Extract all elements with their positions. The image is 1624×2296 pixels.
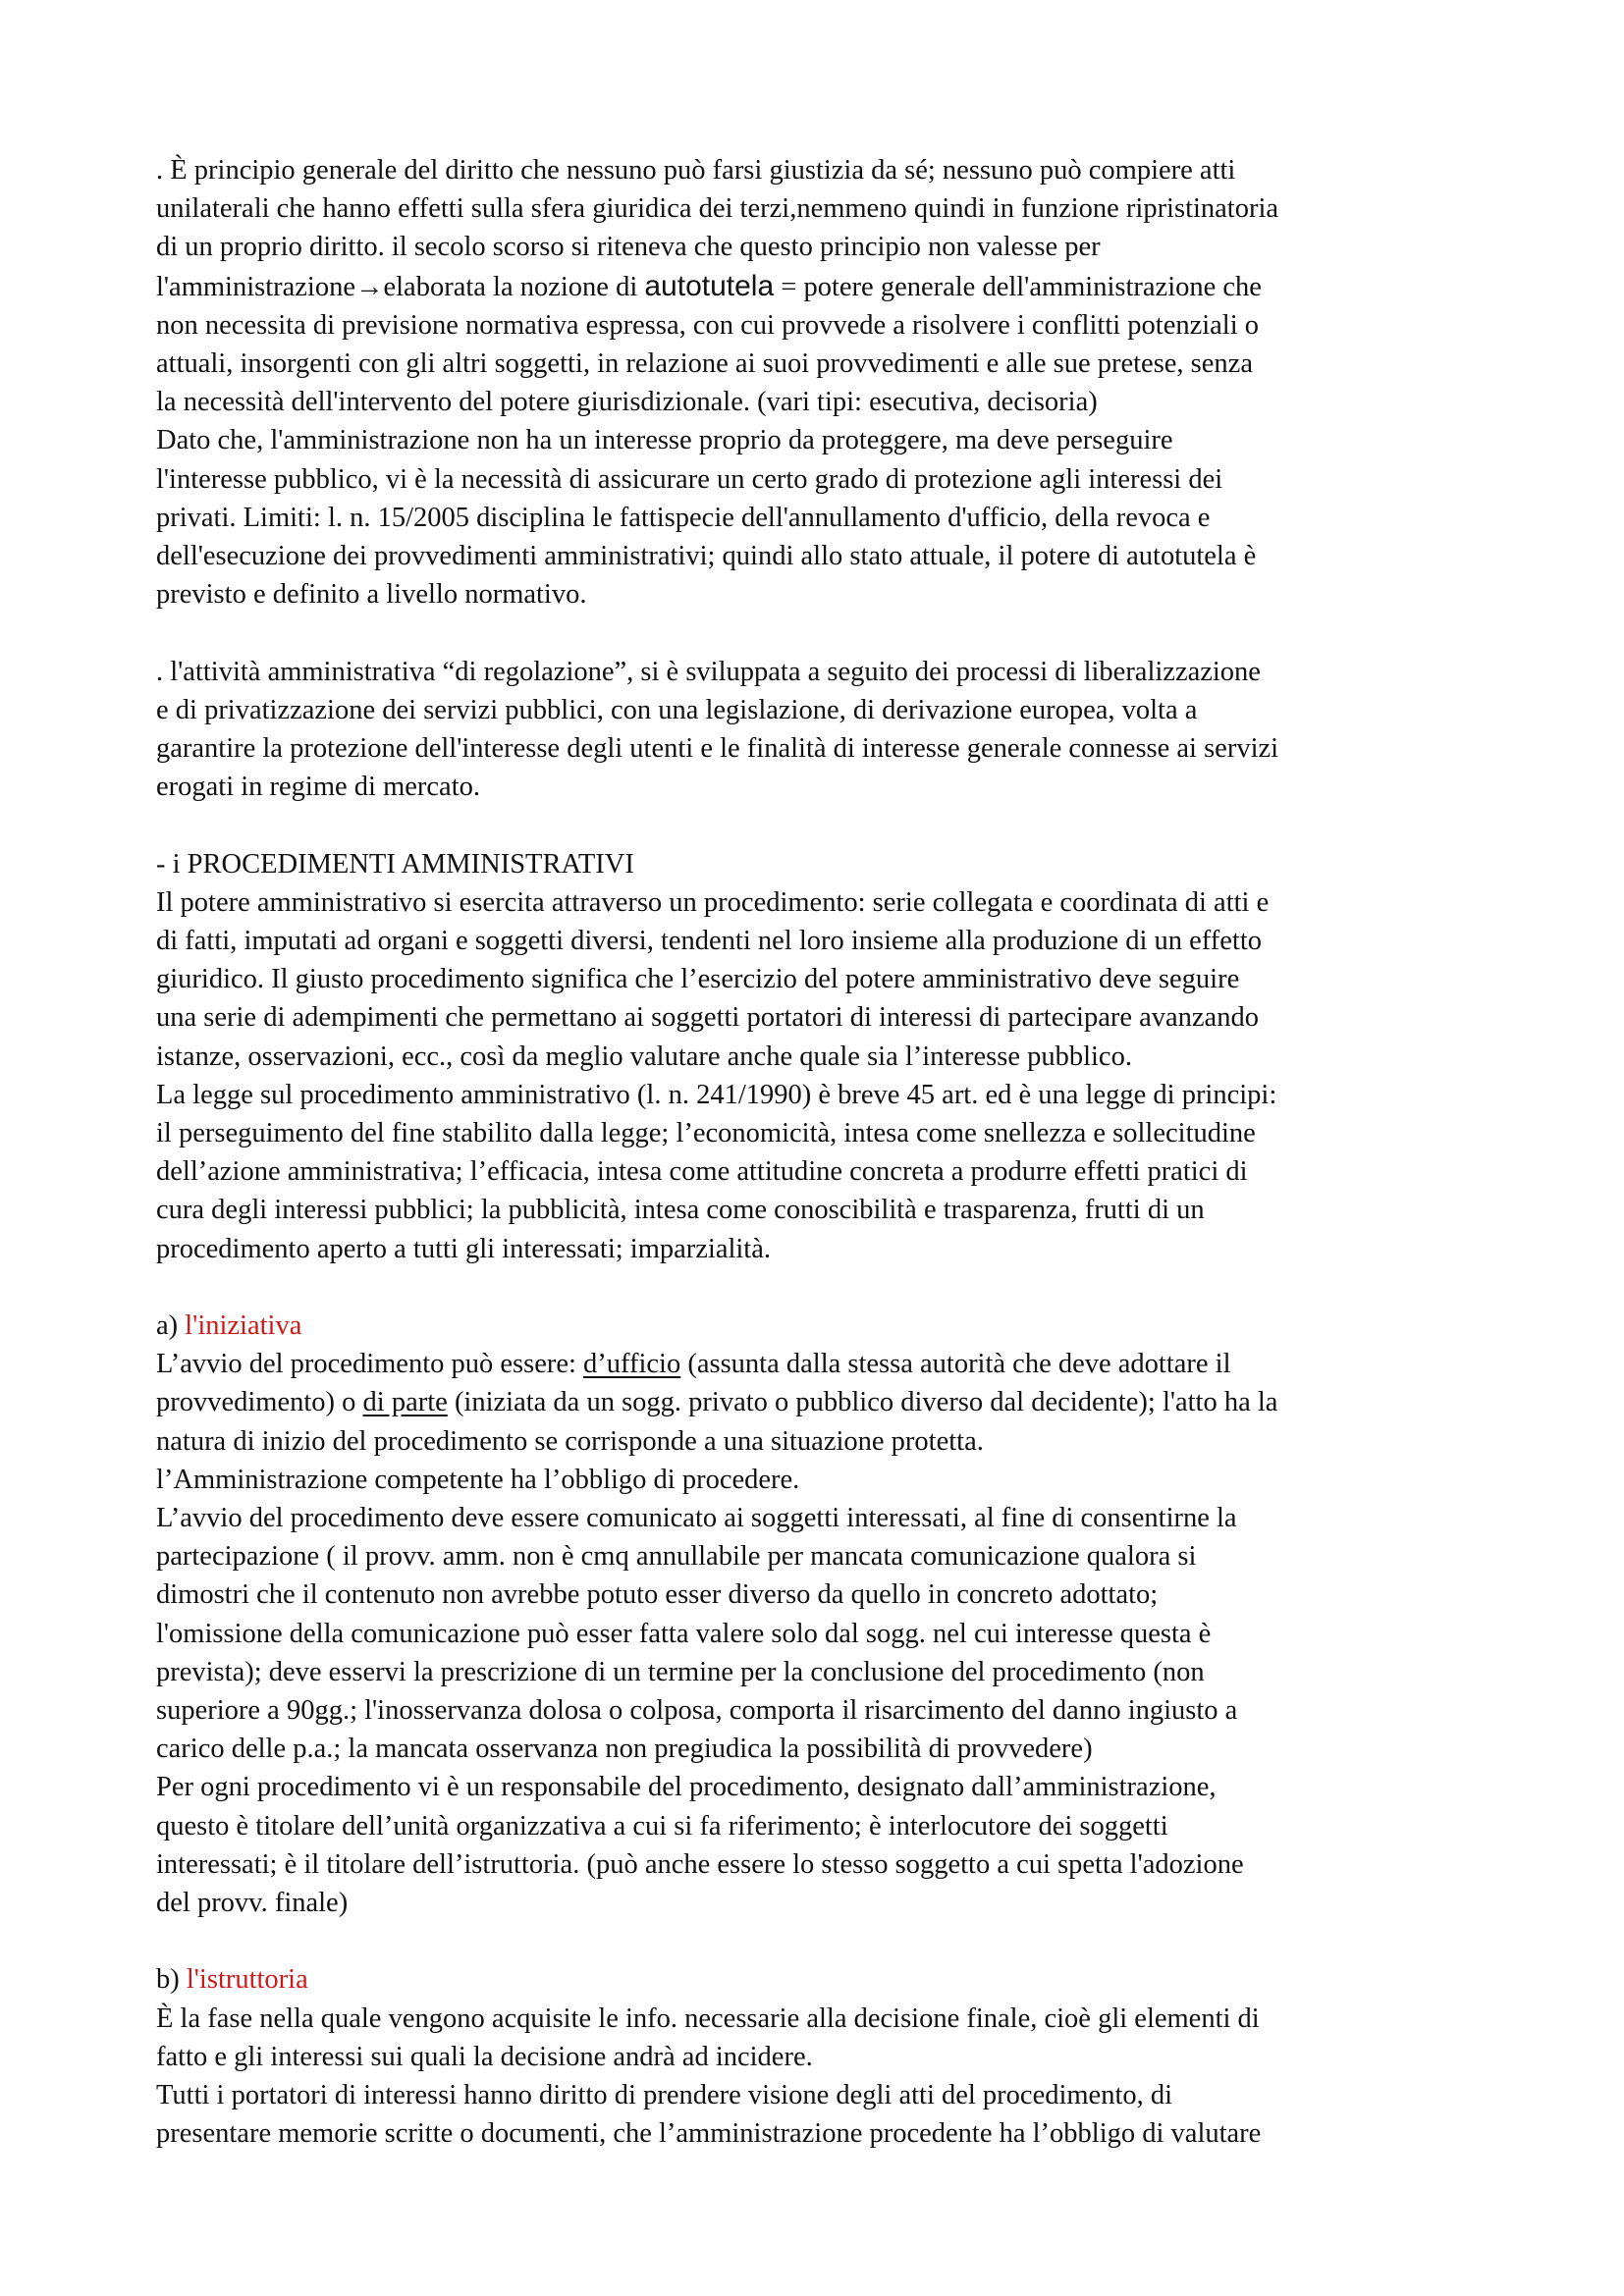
paragraph-gap (156, 1268, 1491, 1307)
section-title: l'istruttoria (186, 1964, 308, 1996)
paragraph-regolazione: . l'attività amministrativa “di regolazione”, si è sviluppata a seguito dei processi di liberalizzazione e di privatizzazione dei servizi pubblici, con una legislazione, di derivazione europea, volta a garantire la protezione dell'interesse degli utenti e le finalità di interesse generale connesse ai servizi erogati in regime di mercato. (156, 656, 1279, 803)
section-heading-procedimenti: - i PROCEDIMENTI AMMINISTRATIVI (156, 848, 634, 880)
section-label: b) (156, 1964, 187, 1996)
section-heading-iniziativa (156, 1307, 1491, 1345)
underlined-term-parte: di parte (362, 1387, 448, 1418)
paragraph-text: = potere generale dell'amministrazione che non necessita di previsione normativa espressa, con cui provvede a risolvere i conflitti potenziali o attuali, insorgenti con gli altri soggetti, in relazione ai suoi provvedimenti e alle sue pretese, senza la necessità dell'intervento del potere giurisdizionale. (vari tipi: esecutiva, decisoria) Dato che, l'amministrazione non ha un interesse proprio da proteggere, ma deve perseguire l'interesse pubblico, vi è la necessità di assicurare un certo grado di protezione agli interessi dei privati. Limiti: l. n. 15/2005 disciplina le fattispecie dell'annullamento d'ufficio, della revoca e dell'esecuzione dei provvedimenti amministrativi; quindi allo stato attuale, il potere di autotutela è previsto e definito a livello normativo. (156, 271, 1262, 611)
paragraph-istruttoria: È la fase nella quale vengono acquisite le info. necessarie alla decisione finale, cioè gli elementi di fatto e gli interessi sui quali la decisione andrà ad incidere. Tutti i portatori di interessi hanno diritto di prendere visione degli atti del procedimento, di presentare memorie scritte o documenti, che l’amministrazione procedente ha l’obbligo di valutare (156, 2002, 1262, 2150)
document-body (156, 151, 1491, 2154)
paragraph-text: L’avvio del procedimento può essere: (156, 1349, 584, 1380)
section-heading-istruttoria (156, 1960, 1491, 1999)
section-label: a) (156, 1310, 186, 1342)
paragraph-autotutela (156, 151, 1491, 614)
paragraph-text: . È principio generale del diritto che nessuno può farsi giustizia da sé; nessuno può compiere atti unilaterali che hanno effetti sulla sfera giuridica dei terzi,nemmeno quindi in funzione ripristinatoria di un proprio diritto. il secolo scorso si riteneva che questo principio non valesse per l'amministrazione→elaborata la nozione di (156, 155, 1279, 302)
paragraph-gap (156, 806, 1491, 844)
paragraph-iniziativa (156, 1345, 1491, 1922)
autotutela-term: autotutela (644, 269, 775, 302)
paragraph-text: (iniziata da un sogg. privato o pubblico diverso dal decidente); l'atto ha la natura di inizio del procedimento se corrisponde a una situazione protetta. l’Amministrazione competente ha l’obbligo di procedere. L’avvio del procedimento deve essere comunicato ai soggetti interessati, al fine di consentirne la partecipazione ( il provv. amm. non è cmq annullabile per mancata comunicazione qualora si dimostri che il contenuto non avrebbe potuto esser diverso da quello in concreto adottato; l'omissione della comunicazione può esser fatta valere solo dal sogg. nel cui interesse questa è prevista); deve esservi la prescrizione di un termine per la conclusione del procedimento (non superiore a 90gg.; l'inosservanza dolosa o colposa, comporta il risarcimento del danno ingiusto a carico delle p.a.; la mancata osservanza non pregiudica la possibilità di provvedere) Per ogni procedimento vi è un responsabile del procedimento, designato dall’amministrazione, questo è titolare dell’unità organizzativa a cui si fa riferimento; è interlocutore dei soggetti interessati; è il titolare dell’istruttoria. (può anche essere lo stesso soggetto a cui spetta l'adozione del provv. finale) (156, 1387, 1278, 1919)
paragraph-text: (assunta dalla stessa autorità che deve adottare il provvedimento) o (156, 1349, 1231, 1418)
underlined-term-ufficio: d’ufficio (583, 1349, 681, 1380)
section-title: l'iniziativa (185, 1310, 302, 1342)
paragraph-procedimenti: Il potere amministrativo si esercita attraverso un procedimento: serie collegata e coordinata di atti e di fatti, imputati ad organi e soggetti diversi, tendenti nel loro insieme alla produzione di un effetto giuridico. Il giusto procedimento significa che l’esercizio del potere amministrativo deve seguire una serie di adempimenti che permettano ai soggetti portatori di interessi di partecipare avanzando istanze, osservazioni, ecc., così da meglio valutare anche quale sia l’interesse pubblico. La legge sul procedimento amministrativo (l. n. 241/1990) è breve 45 art. ed è una legge di principi: il perseguimento del fine stabilito dalla legge; l’economicità, intesa come snellezza e sollecitudine dell’azione amministrativa; l’efficacia, intesa come attitudine concreta a produrre effetti pratici di cura degli interessi pubblici; la pubblicità, intesa come conoscibilità e trasparenza, frutti di un procedimento aperto a tutti gli interessati; imparzialità. (156, 886, 1277, 1264)
paragraph-gap (156, 614, 1491, 652)
paragraph-gap (156, 1922, 1491, 1960)
